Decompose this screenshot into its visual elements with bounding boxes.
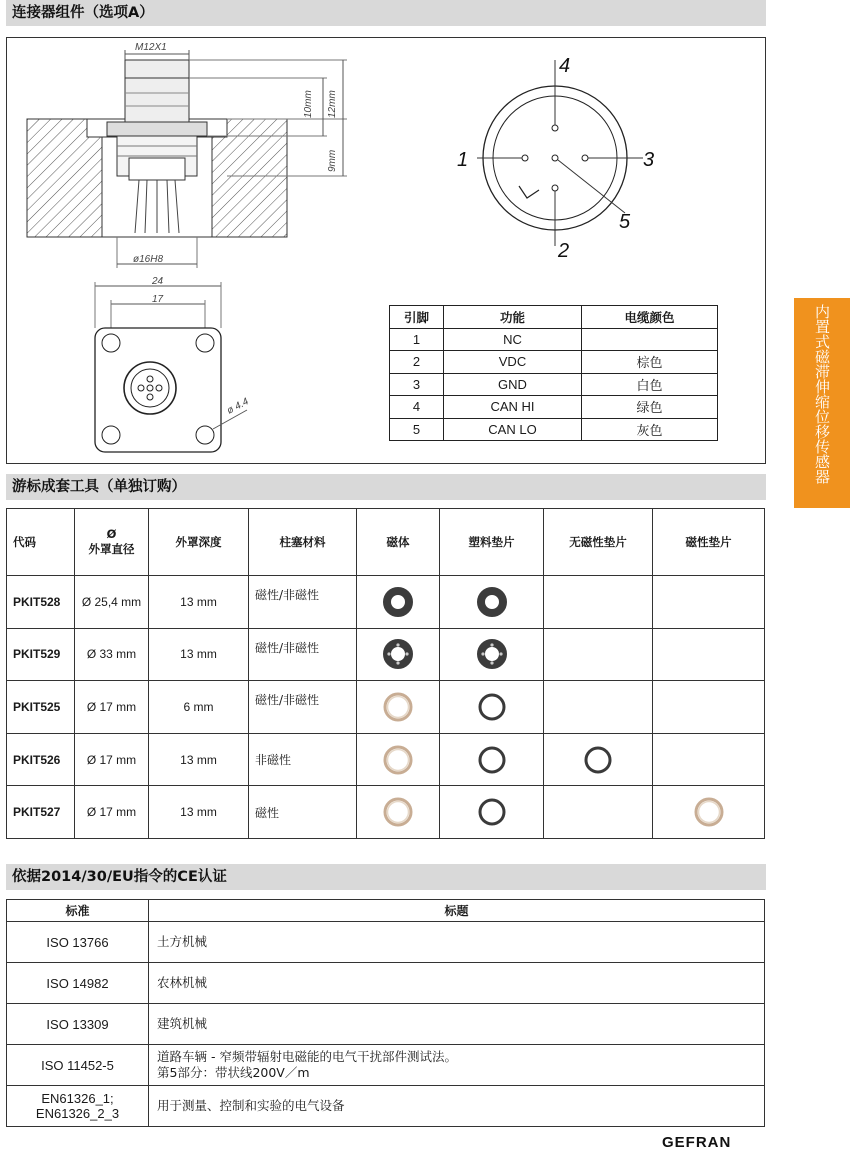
- kit-cell-mag: [653, 733, 765, 786]
- side-tab-label: 内置式磁滞伸缩位移传感器: [813, 304, 831, 484]
- plunger-material: 磁性/非磁性: [249, 576, 357, 629]
- col-header-plunger-material: 柱塞材料: [249, 509, 357, 576]
- kit-cell-magnet: [357, 576, 440, 629]
- kit-cell-mag: [653, 628, 765, 681]
- table-row: [7, 733, 765, 786]
- dark-ring-icon: [476, 691, 508, 723]
- standard-title: 农林机械: [149, 963, 765, 1004]
- kit-cell-plastic: [440, 786, 544, 839]
- pin-label-3: 3: [643, 149, 655, 171]
- pin-label-1: 1: [457, 149, 469, 171]
- dimension-12mm: 12mm: [327, 90, 338, 118]
- kit-cell-nonmag: [544, 576, 653, 629]
- kit-cell-nonmag: [544, 681, 653, 734]
- cable-color: [582, 328, 718, 351]
- dimension-9mm: 9mm: [327, 149, 338, 172]
- plunger-material: 磁性/非磁性: [249, 681, 357, 734]
- pin-number: 3: [390, 373, 444, 396]
- brass-ring-icon: [382, 796, 414, 828]
- flange-width-17: 17: [152, 294, 164, 305]
- kit-cell-mag: [653, 576, 765, 629]
- plunger-material: 磁性/非磁性: [249, 628, 357, 681]
- flange-view: [95, 276, 251, 452]
- col-header-housing-depth: 外罩深度: [149, 509, 249, 576]
- section-view: [27, 42, 347, 268]
- table-row: [390, 396, 718, 419]
- kit-cell-magnet: [357, 733, 440, 786]
- plunger-material: 磁性: [249, 786, 357, 839]
- standard-code: ISO 14982: [7, 963, 149, 1004]
- pin-function: GND: [444, 373, 582, 396]
- hole-dimension: ø 4.4: [225, 396, 251, 417]
- col-header-housing-diameter: Ø 外罩直径: [75, 509, 149, 576]
- standard-code: [7, 1086, 149, 1127]
- pin-function: CAN HI: [444, 396, 582, 419]
- col-header-magnet: 磁体: [357, 509, 440, 576]
- dimension-10mm: 10mm: [303, 90, 314, 118]
- pin-face-view: [457, 55, 654, 262]
- table-row: [7, 628, 765, 681]
- table-row: [7, 1045, 765, 1086]
- kit-cell-magnet: [357, 681, 440, 734]
- kit-code: PKIT528: [7, 576, 75, 629]
- kit-code: PKIT527: [7, 786, 75, 839]
- table-row: [7, 1086, 765, 1127]
- table-row: [7, 576, 765, 629]
- kit-cell-magnet: [357, 628, 440, 681]
- standard-title: 建筑机械: [149, 1004, 765, 1045]
- brand-logo: GEFRAN: [662, 1134, 732, 1150]
- standard-title-line1: 道路车辆 - 窄频带辐射电磁能的电气干扰部件测试法。: [157, 1049, 457, 1064]
- kit-cell-mag: [653, 681, 765, 734]
- col-header-magnetic-spacer: 磁性垫片: [653, 509, 765, 576]
- col-header-standard: 标准: [7, 900, 149, 922]
- kit-code: PKIT525: [7, 681, 75, 734]
- standard-title: [149, 1045, 765, 1086]
- standard-code-line2: EN61326_2_3: [35, 1106, 120, 1121]
- kit-cell-nonmag: [544, 786, 653, 839]
- housing-diameter: Ø 17 mm: [75, 733, 149, 786]
- pin-number: 1: [390, 328, 444, 351]
- pin-function: CAN LO: [444, 418, 582, 441]
- table-row: [390, 418, 718, 441]
- standard-title: 用于测量、控制和实验的电气设备: [149, 1086, 765, 1127]
- cable-color: 灰色: [582, 418, 718, 441]
- standard-title-line2: 第5部分：带状线200V／m: [157, 1065, 310, 1080]
- bore-dimension: ø16H8: [133, 254, 164, 265]
- housing-diameter: Ø 17 mm: [75, 681, 149, 734]
- dark-ring-icon: [476, 744, 508, 776]
- col-header-pin: 引脚: [390, 306, 444, 329]
- kit-cell-plastic: [440, 576, 544, 629]
- kit-cell-magnet: [357, 786, 440, 839]
- standard-code: ISO 13309: [7, 1004, 149, 1045]
- table-row: [390, 373, 718, 396]
- pin-number: 4: [390, 396, 444, 419]
- table-row: [7, 963, 765, 1004]
- housing-diameter: Ø 17 mm: [75, 786, 149, 839]
- section-header-ce: 依据2014/30/EU指令的CE认证: [6, 864, 766, 890]
- standard-code-line1: EN61326_1;: [41, 1091, 114, 1106]
- col-header-cable-color: 电缆颜色: [582, 306, 718, 329]
- pin-label-4: 4: [559, 55, 571, 77]
- brass-ring-icon: [693, 796, 725, 828]
- standard-code: ISO 11452-5: [7, 1045, 149, 1086]
- dark-ring-icon: [476, 638, 508, 670]
- table-row: [390, 328, 718, 351]
- pin-function: VDC: [444, 351, 582, 374]
- col-header-nonmagnetic-spacer: 无磁性垫片: [544, 509, 653, 576]
- brass-ring-icon: [382, 691, 414, 723]
- kit-cell-mag: [653, 786, 765, 839]
- kit-code: PKIT529: [7, 628, 75, 681]
- housing-depth: 13 mm: [149, 576, 249, 629]
- dark-ring-icon: [582, 744, 614, 776]
- flange-width-24: 24: [152, 276, 164, 287]
- cable-color: 白色: [582, 373, 718, 396]
- col-header-plastic-spacer: 塑料垫片: [440, 509, 544, 576]
- table-row: [7, 681, 765, 734]
- pin-label-5: 5: [619, 211, 631, 233]
- cursor-kit-table: [6, 508, 765, 839]
- kit-code: PKIT526: [7, 733, 75, 786]
- housing-depth: 13 mm: [149, 733, 249, 786]
- pin-number: 5: [390, 418, 444, 441]
- pin-label-2: 2: [558, 240, 570, 262]
- section-header-kits: 游标成套工具（单独订购）: [6, 474, 766, 500]
- housing-diameter: Ø 33 mm: [75, 628, 149, 681]
- dark-ring-icon: [476, 586, 508, 618]
- col-header-function: 功能: [444, 306, 582, 329]
- side-category-tab: [794, 298, 850, 508]
- ce-standards-table: [6, 899, 765, 1127]
- kit-cell-plastic: [440, 733, 544, 786]
- cable-color: 绿色: [582, 396, 718, 419]
- kit-cell-nonmag: [544, 733, 653, 786]
- section-header-connector: 连接器组件（选项A）: [6, 0, 766, 26]
- cable-color: 棕色: [582, 351, 718, 374]
- table-row: [7, 1004, 765, 1045]
- dark-ring-icon: [382, 638, 414, 670]
- housing-diameter: Ø 25,4 mm: [75, 576, 149, 629]
- kit-cell-plastic: [440, 681, 544, 734]
- pin-function: NC: [444, 328, 582, 351]
- thread-dimension: M12X1: [135, 42, 167, 53]
- table-row: [7, 922, 765, 963]
- plunger-material: 非磁性: [249, 733, 357, 786]
- dark-ring-icon: [476, 796, 508, 828]
- kit-cell-nonmag: [544, 628, 653, 681]
- housing-depth: 13 mm: [149, 628, 249, 681]
- col-header-title: 标题: [149, 900, 765, 922]
- col-header-code: 代码: [7, 509, 75, 576]
- table-row: [7, 786, 765, 839]
- standard-title: 土方机械: [149, 922, 765, 963]
- kit-cell-plastic: [440, 628, 544, 681]
- housing-depth: 6 mm: [149, 681, 249, 734]
- brass-ring-icon: [382, 744, 414, 776]
- dark-ring-icon: [382, 586, 414, 618]
- standard-code: ISO 13766: [7, 922, 149, 963]
- housing-depth: 13 mm: [149, 786, 249, 839]
- table-row: [390, 351, 718, 374]
- pin-function-table: [389, 305, 718, 441]
- pin-number: 2: [390, 351, 444, 374]
